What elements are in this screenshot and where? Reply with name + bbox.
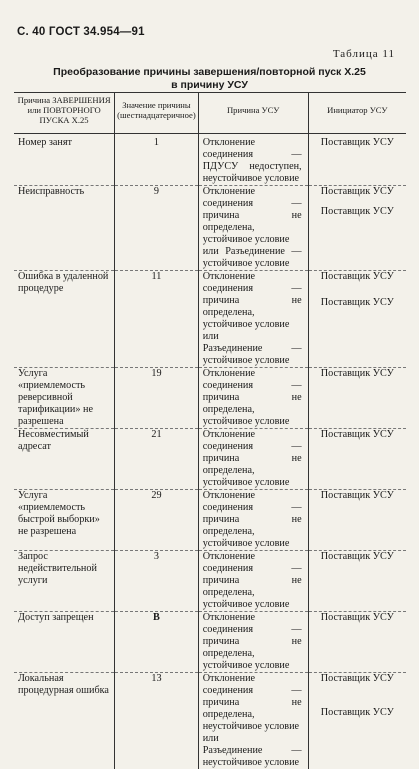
cell-code: 13 (115, 673, 199, 769)
table-row (14, 673, 406, 769)
table-row (14, 551, 406, 612)
usu-cause-text: Отклонение соединения — причина не определена, неустойчивое условие (203, 673, 302, 733)
column-header-initiator: Инициатор УСУ (308, 93, 406, 134)
table-row (14, 186, 406, 271)
initiator-text: Поставщик УСУ (313, 612, 402, 624)
cell-cause: Услуга «приемлемость реверсивной тарификации» не разрешена (14, 368, 115, 429)
cell-code: 29 (115, 490, 199, 551)
table-header-row (14, 93, 406, 134)
usu-cause-text: Отклонение соединения — ПДУСУ недоступен, неустойчивое условие (203, 137, 302, 185)
cell-cause: Номер занят (14, 134, 115, 186)
initiator-text: Поставщик УСУ (313, 297, 402, 309)
usu-cause-text: Отклонение соединения — причина не определена, устойчивое условие (203, 490, 302, 550)
cell-cause: Услуга «приемлемость быстрой выборки» не разрешена (14, 490, 115, 551)
initiator-text: Поставщик УСУ (313, 368, 402, 380)
initiator-text: Поставщик УСУ (313, 137, 402, 149)
table-row (14, 368, 406, 429)
cell-initiator (308, 186, 406, 271)
cell-cause: Ошибка в удаленной процедуре (14, 271, 115, 368)
usu-cause-text: или Разъединение — устойчивое условие (203, 246, 302, 270)
usu-cause-text: Отклонение соединения — причина не определена, устойчивое условие (203, 612, 302, 672)
initiator-text: Поставщик УСУ (313, 206, 402, 218)
cell-initiator (308, 551, 406, 612)
usu-cause-text: Отклонение соединения — причина не определена, устойчивое условие (203, 271, 302, 331)
column-header-cause: Причина ЗАВЕРШЕНИЯ или ПОВТОРНОГО ПУСКА Х.25 (14, 93, 115, 134)
cell-code: 19 (115, 368, 199, 429)
cause-mapping-table (14, 92, 406, 769)
usu-cause-text: Разъединение — неустойчивое условие (203, 745, 302, 769)
cell-initiator (308, 271, 406, 368)
initiator-text: Поставщик УСУ (313, 673, 402, 685)
table-row (14, 490, 406, 551)
cell-initiator (308, 134, 406, 186)
initiator-text: Поставщик УСУ (313, 707, 402, 719)
usu-cause-text: Отклонение соединения — причина не определена, устойчивое условие (203, 551, 302, 611)
table-title-line2: в причину УСУ (0, 79, 419, 91)
cell-code: 21 (115, 429, 199, 490)
cell-initiator (308, 673, 406, 769)
usu-cause-text: Разъединение — устойчивое условие (203, 343, 302, 367)
usu-cause-text: Отклонение соединения — причина не определена, устойчивое условие (203, 368, 302, 428)
initiator-text: Поставщик УСУ (313, 429, 402, 441)
table-title-line1: Преобразование причины завершения/повторной пуск Х.25 (0, 66, 419, 78)
cell-cause: Доступ запрещен (14, 612, 115, 673)
cell-initiator (308, 368, 406, 429)
column-header-usu-cause: Причина УСУ (198, 93, 308, 134)
cell-code: 1 (115, 134, 199, 186)
cell-usu-cause (198, 551, 308, 612)
initiator-text: Поставщик УСУ (313, 551, 402, 563)
cell-cause: Запрос недействительной услуги (14, 551, 115, 612)
table-row (14, 612, 406, 673)
cell-usu-cause (198, 673, 308, 769)
cell-code: 9 (115, 186, 199, 271)
cell-usu-cause (198, 490, 308, 551)
cell-usu-cause (198, 271, 308, 368)
column-header-code: Значение причины (шестнадцатеричное) (115, 93, 199, 134)
initiator-text: Поставщик УСУ (313, 271, 402, 283)
cell-initiator (308, 612, 406, 673)
usu-cause-text: или (203, 733, 302, 745)
table-row (14, 134, 406, 186)
table-row (14, 271, 406, 368)
table-row (14, 429, 406, 490)
usu-cause-text: или (203, 331, 302, 343)
cell-cause: Локальная процедурная ошибка (14, 673, 115, 769)
page-header: С. 40 ГОСТ 34.954—91 (17, 26, 145, 38)
cell-usu-cause (198, 186, 308, 271)
usu-cause-text: Отклонение соединения — причина не определена, устойчивое условие (203, 186, 302, 246)
cell-usu-cause (198, 429, 308, 490)
cell-initiator (308, 429, 406, 490)
cell-usu-cause (198, 612, 308, 673)
cell-usu-cause (198, 368, 308, 429)
cell-usu-cause (198, 134, 308, 186)
cell-code: 3 (115, 551, 199, 612)
table-label: Таблица 11 (333, 48, 395, 60)
initiator-text: Поставщик УСУ (313, 186, 402, 198)
usu-cause-text: Отклонение соединения — причина не определена, устойчивое условие (203, 429, 302, 489)
cell-code: B (115, 612, 199, 673)
cell-initiator (308, 490, 406, 551)
initiator-text: Поставщик УСУ (313, 490, 402, 502)
cell-cause: Несовместимый адресат (14, 429, 115, 490)
cell-code: 11 (115, 271, 199, 368)
cell-cause: Неисправность (14, 186, 115, 271)
